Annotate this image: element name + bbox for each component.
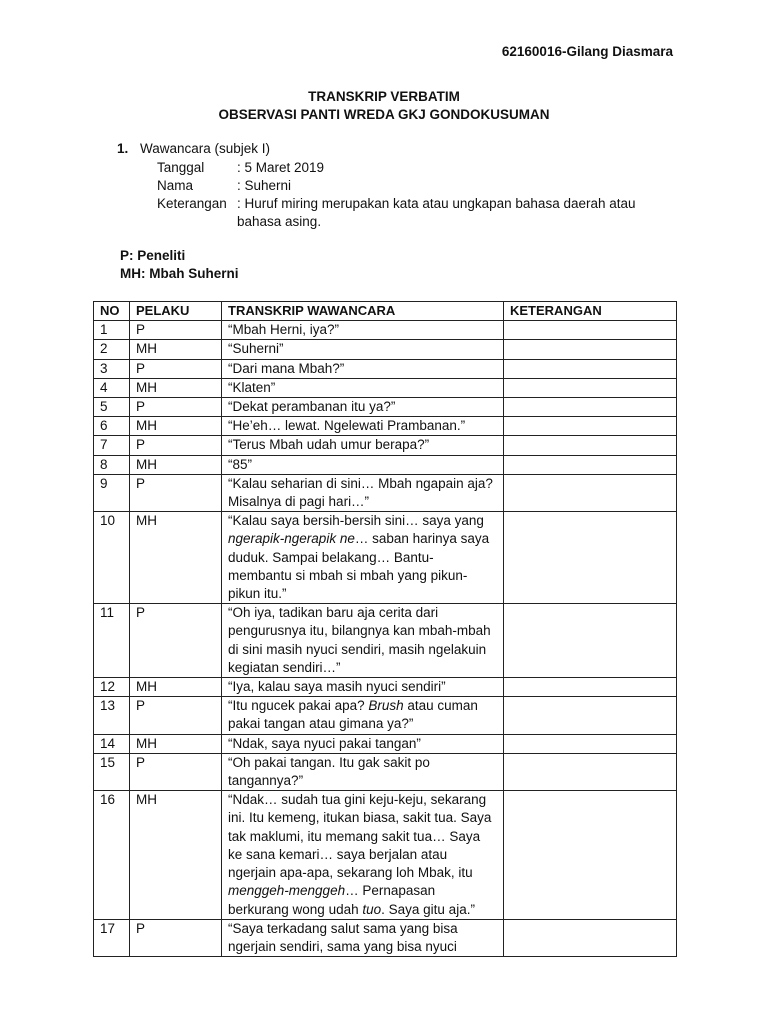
table-row	[94, 321, 677, 340]
transcript-text: “Kalau saya bersih-bersih sini… saya yang	[228, 513, 484, 529]
row-keterangan	[504, 378, 677, 397]
transcript-text: “Klaten”	[228, 379, 276, 395]
table-row	[94, 919, 677, 956]
row-number: 2	[94, 340, 130, 359]
transcript-text: … Pernapasan berkurang wong udah	[228, 883, 436, 917]
transcript-text: “Oh iya, tadikan baru aja cerita dari pengurusnya itu, bilangnya kan mbah-mbah di sini masih nyuci sendiri, masih ngelakuin kegiatan sendiri…”	[228, 605, 491, 675]
header-keterangan: KETERANGAN	[504, 302, 677, 321]
legend-subject: MH: Mbah Suherni	[120, 266, 239, 281]
row-keterangan	[504, 512, 677, 604]
transcript-italic-text: menggeh-menggeh	[228, 883, 346, 899]
transcript-text: “Oh pakai tangan. Itu gak sakit po tangannya?”	[228, 754, 430, 789]
table-row	[94, 512, 677, 604]
info-label: Keterangan	[157, 196, 227, 211]
row-transcript	[222, 604, 504, 678]
transcript-table	[93, 301, 677, 957]
row-keterangan	[504, 321, 677, 340]
row-transcript	[222, 919, 504, 956]
table-row	[94, 436, 677, 455]
row-speaker: P	[130, 697, 222, 734]
info-row-nama	[157, 177, 667, 195]
row-number: 6	[94, 417, 130, 436]
row-number: 4	[94, 378, 130, 397]
table-row	[94, 697, 677, 734]
row-transcript	[222, 436, 504, 455]
table-row	[94, 474, 677, 511]
table-row	[94, 340, 677, 359]
legend-peneliti: P: Peneliti	[120, 248, 186, 263]
row-transcript	[222, 321, 504, 340]
transcript-text: … saban harinya saya duduk. Sampai belakang… Bantu-membantu si mbah si mbah yang pikun-pikun itu.”	[228, 531, 490, 602]
row-transcript	[222, 512, 504, 604]
transcript-text: “Saya terkadang salut sama yang bisa ngerjain sendiri, sama yang bisa nyuci	[228, 920, 458, 954]
row-number: 13	[94, 697, 130, 734]
transcript-text: “Dari mana Mbah?”	[228, 360, 345, 376]
transcript-text: “Ndak… sudah tua gini keju-keju, sekarang ini. Itu kemeng, itukan biasa, sakit tua. Saya tak maklumi, itu memang sakit tua… Saya ke sana kemari… saya berjalan atau ngerjain apa-apa, sekarang loh Mbak, itu	[228, 792, 492, 881]
row-keterangan	[504, 919, 677, 956]
row-keterangan	[504, 474, 677, 511]
transcript-text: “Iya, kalau saya masih nyuci sendiri”	[228, 679, 446, 695]
row-speaker: P	[130, 919, 222, 956]
transcript-text: atau cuman pakai tangan atau gimana ya?”	[228, 698, 478, 732]
info-value: : Suherni	[237, 178, 292, 193]
header-no: NO	[94, 302, 130, 321]
info-row-keterangan	[157, 195, 667, 231]
row-transcript	[222, 359, 504, 378]
header-transkrip: TRANSKRIP WAWANCARA	[222, 302, 504, 321]
table-row	[94, 378, 677, 397]
row-speaker: MH	[130, 512, 222, 604]
header-pelaku: PELAKU	[130, 302, 222, 321]
table-row	[94, 359, 677, 378]
transcript-text: “Mbah Herni, iya?”	[228, 322, 340, 338]
row-speaker: MH	[130, 678, 222, 697]
row-number: 1	[94, 321, 130, 340]
transcript-italic-text: tuo	[362, 901, 382, 917]
row-keterangan	[504, 417, 677, 436]
row-speaker: P	[130, 359, 222, 378]
row-transcript	[222, 455, 504, 474]
transcript-italic-text: Brush	[368, 698, 404, 714]
table-row	[94, 455, 677, 474]
table-row	[94, 791, 677, 919]
info-label: Tanggal	[157, 160, 205, 175]
row-speaker: P	[130, 474, 222, 511]
transcript-text: “Terus Mbah udah umur berapa?”	[228, 437, 430, 453]
transcript-text: “85”	[228, 456, 253, 472]
row-transcript	[222, 378, 504, 397]
transcript-italic-text: ngerapik-ngerapik ne	[228, 531, 355, 547]
row-transcript	[222, 697, 504, 734]
row-keterangan	[504, 359, 677, 378]
info-value: : Huruf miring merupakan kata atau ungkapan bahasa daerah atau bahasa asing.	[237, 196, 636, 229]
section-title: Wawancara (subjek I)	[140, 141, 271, 156]
section-number: 1.	[117, 141, 129, 156]
row-number: 3	[94, 359, 130, 378]
row-number: 15	[94, 753, 130, 790]
row-number: 16	[94, 791, 130, 919]
row-speaker: P	[130, 604, 222, 678]
row-keterangan	[504, 436, 677, 455]
transcript-text: “Suherni”	[228, 341, 284, 357]
transcript-text: “He’eh… lewat. Ngelewati Prambanan.”	[228, 418, 466, 434]
row-number: 12	[94, 678, 130, 697]
speaker-legend	[120, 247, 239, 283]
row-keterangan	[504, 753, 677, 790]
row-keterangan	[504, 734, 677, 753]
row-number: 9	[94, 474, 130, 511]
row-keterangan	[504, 678, 677, 697]
row-keterangan	[504, 604, 677, 678]
row-speaker: MH	[130, 417, 222, 436]
row-number: 11	[94, 604, 130, 678]
info-value: : 5 Maret 2019	[237, 160, 325, 175]
row-number: 10	[94, 512, 130, 604]
row-number: 14	[94, 734, 130, 753]
row-speaker: MH	[130, 734, 222, 753]
transcript-text: “Itu ngucek pakai apa?	[228, 698, 369, 714]
row-speaker: P	[130, 321, 222, 340]
row-speaker: MH	[130, 340, 222, 359]
row-speaker: P	[130, 436, 222, 455]
row-keterangan	[504, 455, 677, 474]
row-transcript	[222, 753, 504, 790]
table-row	[94, 417, 677, 436]
info-label: Nama	[157, 178, 194, 193]
table-row	[94, 398, 677, 417]
table-row	[94, 734, 677, 753]
interview-info	[157, 159, 667, 231]
row-number: 5	[94, 398, 130, 417]
row-speaker: P	[130, 398, 222, 417]
row-keterangan	[504, 697, 677, 734]
row-speaker: MH	[130, 791, 222, 919]
section-heading	[117, 141, 270, 156]
row-transcript	[222, 474, 504, 511]
row-transcript	[222, 417, 504, 436]
row-keterangan	[504, 398, 677, 417]
row-transcript	[222, 340, 504, 359]
table-row	[94, 753, 677, 790]
row-speaker: P	[130, 753, 222, 790]
row-keterangan	[504, 791, 677, 919]
transcript-text: “Dekat perambanan itu ya?”	[228, 399, 396, 415]
document-title	[0, 88, 768, 124]
row-keterangan	[504, 340, 677, 359]
row-transcript	[222, 678, 504, 697]
row-transcript	[222, 791, 504, 919]
title-line-1: TRANSKRIP VERBATIM	[308, 89, 460, 104]
title-line-2: OBSERVASI PANTI WREDA GKJ GONDOKUSUMAN	[218, 107, 550, 122]
transcript-body	[94, 321, 677, 957]
info-row-tanggal	[157, 159, 667, 177]
row-number: 17	[94, 919, 130, 956]
row-speaker: MH	[130, 378, 222, 397]
table-row	[94, 604, 677, 678]
transcript-text: . Saya gitu aja.”	[381, 901, 475, 917]
row-speaker: MH	[130, 455, 222, 474]
table-row	[94, 678, 677, 697]
transcript-text: “Ndak, saya nyuci pakai tangan”	[228, 735, 421, 751]
row-number: 8	[94, 455, 130, 474]
row-number: 7	[94, 436, 130, 455]
row-transcript	[222, 398, 504, 417]
transcript-text: “Kalau seharian di sini… Mbah ngapain aja? Misalnya di pagi hari…”	[228, 475, 493, 510]
table-header-row	[94, 302, 677, 321]
row-transcript	[222, 734, 504, 753]
author-header: 62160016-Gilang Diasmara	[501, 44, 673, 59]
